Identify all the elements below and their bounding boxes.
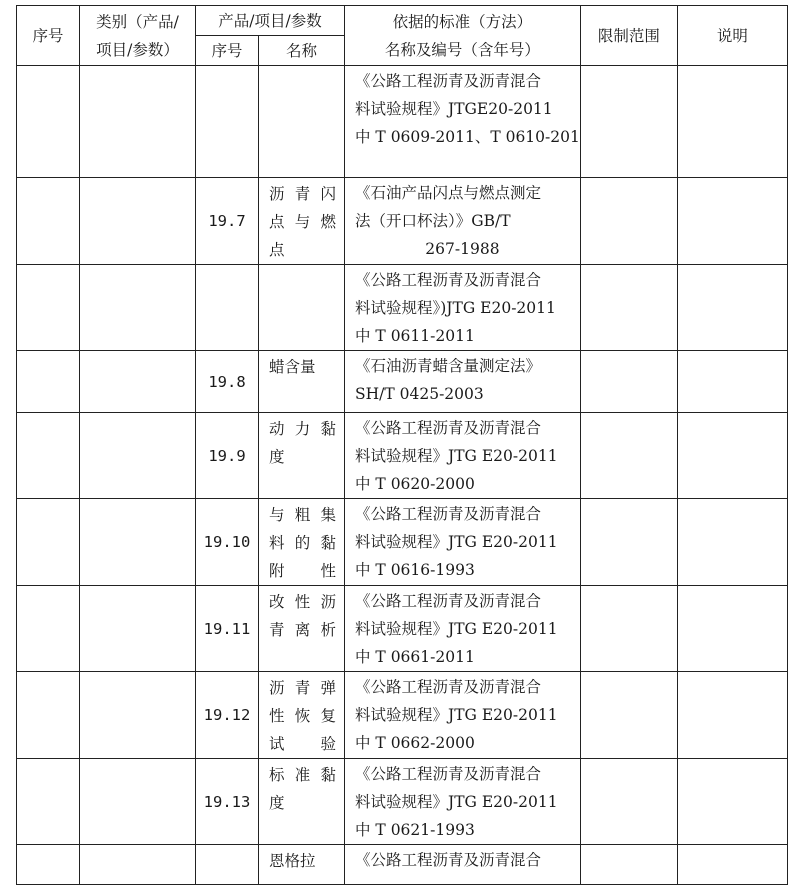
table-row — [17, 413, 788, 499]
name-line: 青离析 — [269, 621, 336, 639]
standard-line: 中 T 0620-2000 — [355, 475, 475, 493]
standard-line: 料试验规程》)JTG E20-2011 — [355, 299, 556, 317]
header-sub-seq: 序号 — [196, 36, 259, 66]
category-cell — [80, 413, 196, 499]
limit-cell — [580, 499, 677, 586]
note-cell — [677, 845, 787, 885]
seq-cell — [17, 499, 80, 586]
name-line: 度 — [269, 448, 285, 466]
header-category-line2: 项目/参数） — [96, 40, 179, 59]
name-line: 沥青闪 — [269, 185, 336, 203]
standard-line: 料试验规程》JTG E20-2011 — [355, 533, 558, 551]
limit-cell — [580, 845, 677, 885]
name-line: 点 — [269, 241, 285, 259]
seq-cell — [17, 586, 80, 672]
sub-seq-cell: 19.12 — [196, 672, 259, 759]
sub-seq-cell: 19.8 — [196, 351, 259, 413]
standard-line: 《公路工程沥青及沥青混合 — [355, 271, 542, 289]
standards-table — [16, 5, 788, 885]
limit-cell — [580, 759, 677, 845]
name-line: 度 — [269, 794, 285, 812]
standard-cell — [345, 672, 581, 759]
category-cell — [80, 672, 196, 759]
table-row — [17, 672, 788, 759]
seq-cell — [17, 66, 80, 178]
standard-cell — [345, 586, 581, 672]
table-row — [17, 586, 788, 672]
limit-cell — [580, 586, 677, 672]
category-cell — [80, 351, 196, 413]
note-cell — [677, 672, 787, 759]
header-product-group: 产品/项目/参数 — [196, 6, 345, 36]
name-cell — [259, 672, 345, 759]
header-seq: 序号 — [17, 6, 80, 66]
standard-line: 料试验规程》JTG E20-2011 — [355, 706, 558, 724]
table-row — [17, 499, 788, 586]
standard-line: 《公路工程沥青及沥青混合 — [355, 592, 542, 610]
name-cell — [259, 499, 345, 586]
seq-cell — [17, 413, 80, 499]
standard-line: 中 T 0662-2000 — [355, 734, 475, 752]
seq-cell — [17, 265, 80, 351]
standard-cell — [345, 759, 581, 845]
header-standard-line1: 依据的标准（方法） — [392, 12, 533, 31]
standard-line: 《公路工程沥青及沥青混合 — [355, 765, 542, 783]
sub-seq-cell — [196, 265, 259, 351]
category-cell — [80, 66, 196, 178]
category-cell — [80, 499, 196, 586]
name-line: 恩格拉 — [269, 852, 316, 870]
standard-line: 《石油产品闪点与燃点测定 — [355, 184, 542, 202]
table-row — [17, 845, 788, 885]
limit-cell — [580, 672, 677, 759]
sub-seq-cell — [196, 845, 259, 885]
header-standard-line2: 名称及编号（含年号） — [384, 40, 540, 59]
standard-line: 料试验规程》JTG E20-2011 — [355, 620, 558, 638]
standard-cell — [345, 351, 581, 413]
standard-line: SH/T 0425-2003 — [355, 385, 484, 403]
limit-cell — [580, 178, 677, 265]
sub-seq-cell: 19.10 — [196, 499, 259, 586]
standard-line: 267-1988 — [425, 240, 500, 258]
standard-line: 《公路工程沥青及沥青混合 — [355, 851, 542, 869]
note-cell — [677, 586, 787, 672]
standard-line: 料试验规程》JTGE20-2011 — [355, 100, 553, 118]
name-cell — [259, 413, 345, 499]
seq-cell — [17, 351, 80, 413]
standard-cell — [345, 265, 581, 351]
note-cell — [677, 413, 787, 499]
seq-cell — [17, 178, 80, 265]
standard-cell — [345, 845, 581, 885]
header-note: 说明 — [677, 6, 787, 66]
header-category-line1: 类别（产品/ — [96, 12, 179, 31]
limit-cell — [580, 413, 677, 499]
name-line: 料的黏 — [269, 534, 336, 552]
note-cell — [677, 178, 787, 265]
standard-line: 《公路工程沥青及沥青混合 — [355, 678, 542, 696]
category-cell — [80, 586, 196, 672]
standard-cell — [345, 413, 581, 499]
name-line: 性恢复 — [269, 707, 336, 725]
category-cell — [80, 265, 196, 351]
header-limit: 限制范围 — [580, 6, 677, 66]
standard-line: 法（开口杯法）》GB/T — [355, 212, 511, 230]
table-row — [17, 759, 788, 845]
limit-cell — [580, 265, 677, 351]
standard-cell — [345, 178, 581, 265]
name-cell — [259, 265, 345, 351]
note-cell — [677, 265, 787, 351]
name-line: 试验 — [269, 735, 336, 753]
name-cell — [259, 66, 345, 178]
standard-line: 中 T 0611-2011 — [355, 327, 475, 345]
seq-cell — [17, 845, 80, 885]
name-line: 标准黏 — [269, 766, 336, 784]
header-standard — [345, 6, 581, 66]
header-name: 名称 — [259, 36, 345, 66]
name-cell — [259, 845, 345, 885]
standard-line: 《公路工程沥青及沥青混合 — [355, 72, 542, 90]
table-header — [17, 6, 788, 66]
sub-seq-cell: 19.13 — [196, 759, 259, 845]
note-cell — [677, 351, 787, 413]
name-line: 附性 — [269, 562, 336, 580]
header-category — [80, 6, 196, 66]
note-cell — [677, 499, 787, 586]
standard-line: 中 T 0616-1993 — [355, 561, 475, 579]
standard-line: 料试验规程》JTG E20-2011 — [355, 447, 558, 465]
name-line: 蜡含量 — [269, 358, 316, 376]
name-line: 动力黏 — [269, 420, 336, 438]
seq-cell — [17, 759, 80, 845]
sub-seq-cell: 19.7 — [196, 178, 259, 265]
name-cell — [259, 759, 345, 845]
limit-cell — [580, 66, 677, 178]
standard-cell — [345, 66, 581, 178]
category-cell — [80, 178, 196, 265]
table-row — [17, 178, 788, 265]
standard-line: 《公路工程沥青及沥青混合 — [355, 419, 542, 437]
standard-line: 中 T 0661-2011 — [355, 648, 475, 666]
standard-line: 中 T 0609-2011、T 0610-201 — [355, 128, 580, 146]
category-cell — [80, 845, 196, 885]
table-row — [17, 351, 788, 413]
category-cell — [80, 759, 196, 845]
name-line: 改性沥 — [269, 593, 336, 611]
name-cell — [259, 586, 345, 672]
standard-line: 料试验规程》JTG E20-2011 — [355, 793, 558, 811]
note-cell — [677, 66, 787, 178]
table-body — [17, 66, 788, 885]
table-row — [17, 66, 788, 178]
table-row — [17, 265, 788, 351]
seq-cell — [17, 672, 80, 759]
name-cell — [259, 178, 345, 265]
note-cell — [677, 759, 787, 845]
standard-line: 《石油沥青蜡含量测定法》 — [355, 357, 542, 375]
standard-line: 中 T 0621-1993 — [355, 821, 475, 839]
sub-seq-cell — [196, 66, 259, 178]
name-line: 沥青弹 — [269, 679, 336, 697]
name-cell — [259, 351, 345, 413]
sub-seq-cell: 19.9 — [196, 413, 259, 499]
name-line: 点与燃 — [269, 213, 336, 231]
sub-seq-cell: 19.11 — [196, 586, 259, 672]
limit-cell — [580, 351, 677, 413]
name-line: 与粗集 — [269, 506, 336, 524]
standard-cell — [345, 499, 581, 586]
standard-line: 《公路工程沥青及沥青混合 — [355, 505, 542, 523]
